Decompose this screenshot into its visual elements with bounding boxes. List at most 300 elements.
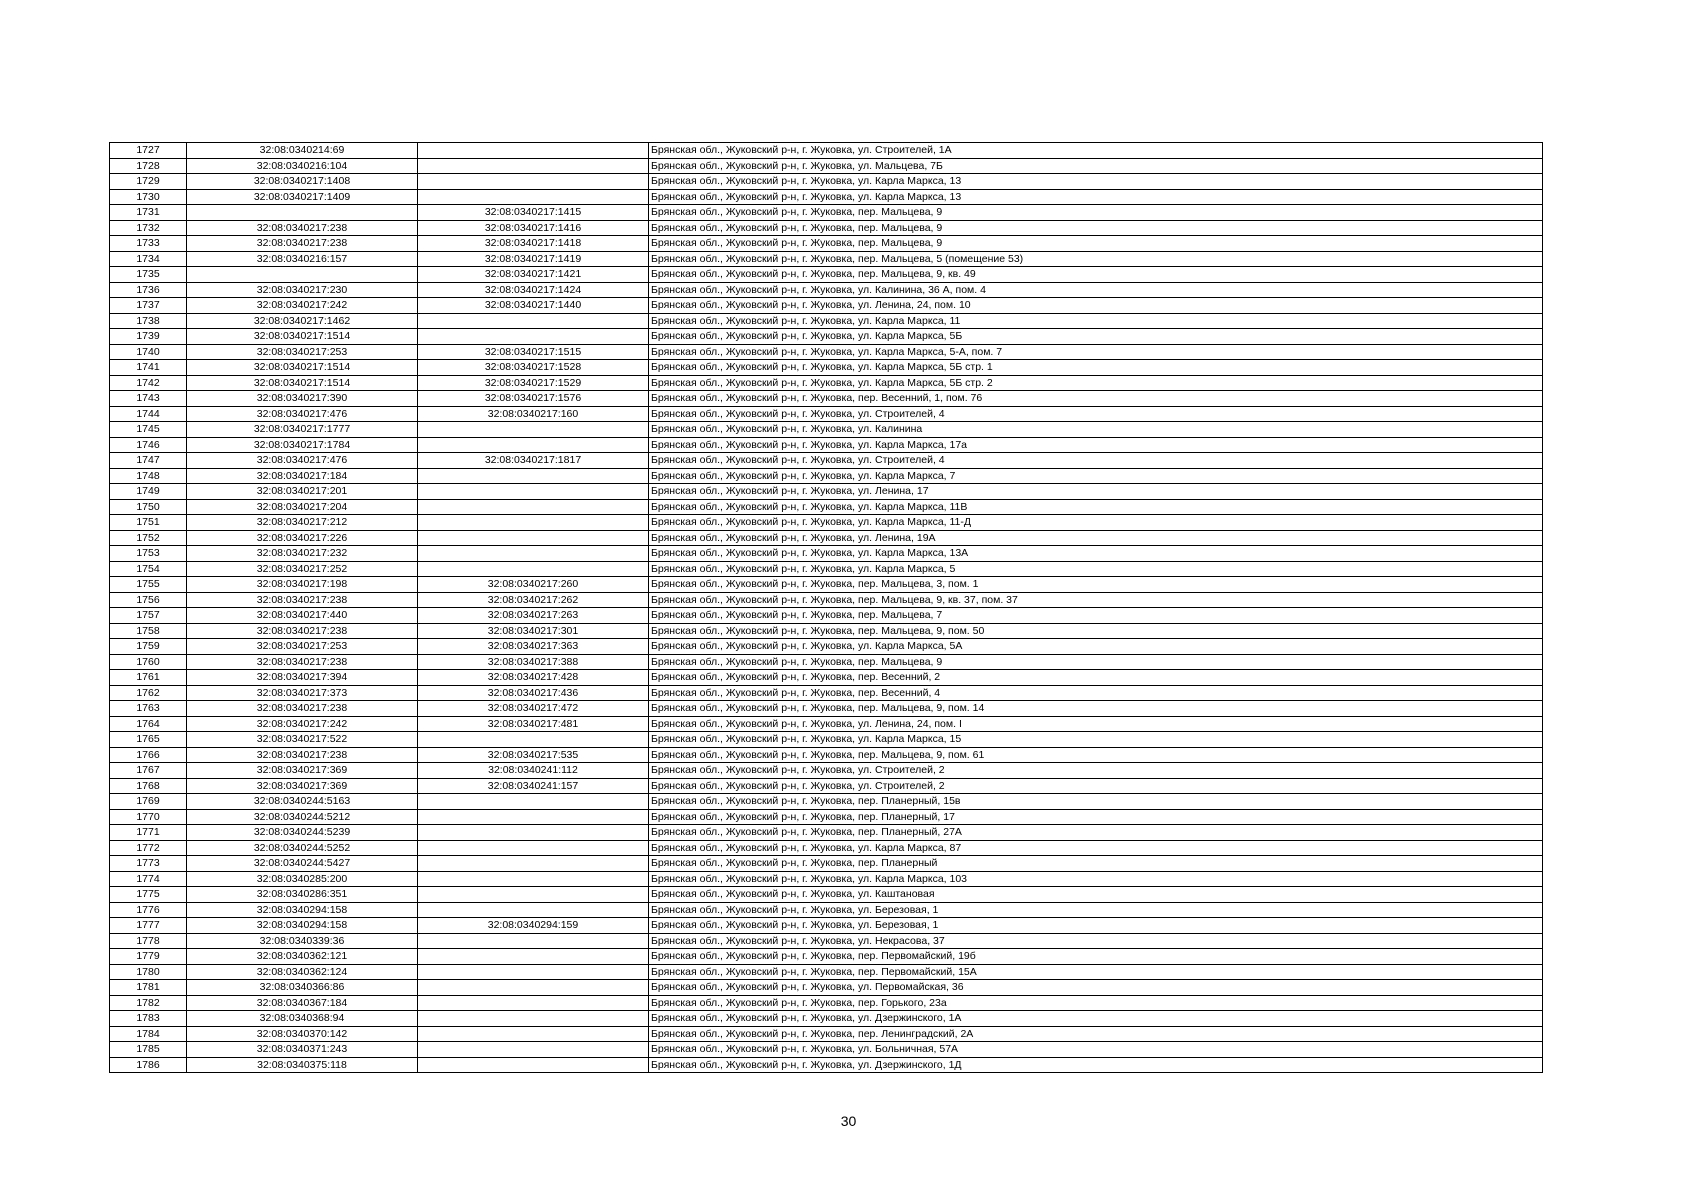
row-number-cell: 1727 [110,143,187,159]
cadastral-number-cell: 32:08:0340244:5252 [187,840,418,856]
row-number-cell: 1739 [110,329,187,345]
address-cell: Брянская обл., Жуковский р-н, г. Жуковка, пер. Мальцева, 5 (помещение 53) [649,251,1543,267]
related-cadastral-number-cell [418,825,649,841]
cadastral-number-cell: 32:08:0340368:94 [187,1011,418,1027]
address-cell: Брянская обл., Жуковский р-н, г. Жуковка, пер. Планерный, 15в [649,794,1543,810]
row-number-cell: 1771 [110,825,187,841]
address-cell: Брянская обл., Жуковский р-н, г. Жуковка, пер. Первомайский, 15А [649,964,1543,980]
address-cell: Брянская обл., Жуковский р-н, г. Жуковка, пер. Мальцева, 9, пом. 50 [649,623,1543,639]
cadastral-number-cell: 32:08:0340217:238 [187,592,418,608]
related-cadastral-number-cell [418,995,649,1011]
row-number-cell: 1765 [110,732,187,748]
address-cell: Брянская обл., Жуковский р-н, г. Жуковка, пер. Планерный, 17 [649,809,1543,825]
cadastral-number-cell: 32:08:0340217:212 [187,515,418,531]
address-cell: Брянская обл., Жуковский р-н, г. Жуковка, ул. Карла Маркса, 103 [649,871,1543,887]
cadastral-number-cell: 32:08:0340244:5239 [187,825,418,841]
table-row [110,716,1543,732]
row-number-cell: 1752 [110,530,187,546]
cadastral-number-cell: 32:08:0340217:440 [187,608,418,624]
table-row [110,995,1543,1011]
row-number-cell: 1782 [110,995,187,1011]
address-cell: Брянская обл., Жуковский р-н, г. Жуковка, ул. Ленина, 17 [649,484,1543,500]
table-row [110,949,1543,965]
row-number-cell: 1783 [110,1011,187,1027]
row-number-cell: 1759 [110,639,187,655]
related-cadastral-number-cell [418,158,649,174]
row-number-cell: 1758 [110,623,187,639]
table-row [110,267,1543,283]
cadastral-number-cell: 32:08:0340244:5212 [187,809,418,825]
cadastral-number-cell: 32:08:0340217:1409 [187,189,418,205]
table-row [110,654,1543,670]
address-cell: Брянская обл., Жуковский р-н, г. Жуковка, пер. Мальцева, 9 [649,205,1543,221]
address-cell: Брянская обл., Жуковский р-н, г. Жуковка, ул. Березовая, 1 [649,918,1543,934]
row-number-cell: 1774 [110,871,187,887]
row-number-cell: 1732 [110,220,187,236]
related-cadastral-number-cell [418,809,649,825]
row-number-cell: 1746 [110,437,187,453]
table-row [110,809,1543,825]
address-cell: Брянская обл., Жуковский р-н, г. Жуковка, ул. Карла Маркса, 5Б стр. 1 [649,360,1543,376]
address-cell: Брянская обл., Жуковский р-н, г. Жуковка, ул. Березовая, 1 [649,902,1543,918]
address-cell: Брянская обл., Жуковский р-н, г. Жуковка, пер. Планерный, 27А [649,825,1543,841]
address-cell: Брянская обл., Жуковский р-н, г. Жуковка, ул. Карла Маркса, 5А [649,639,1543,655]
cadastral-number-cell: 32:08:0340216:157 [187,251,418,267]
row-number-cell: 1773 [110,856,187,872]
cadastral-number-cell: 32:08:0340244:5163 [187,794,418,810]
row-number-cell: 1767 [110,763,187,779]
address-cell: Брянская обл., Жуковский р-н, г. Жуковка, ул. Строителей, 4 [649,453,1543,469]
row-number-cell: 1762 [110,685,187,701]
cadastral-number-cell: 32:08:0340244:5427 [187,856,418,872]
related-cadastral-number-cell: 32:08:0340217:1421 [418,267,649,283]
cadastral-number-cell: 32:08:0340217:394 [187,670,418,686]
related-cadastral-number-cell [418,794,649,810]
page-number: 30 [840,1113,857,1129]
related-cadastral-number-cell [418,143,649,159]
table-row [110,918,1543,934]
related-cadastral-number-cell: 32:08:0340294:159 [418,918,649,934]
row-number-cell: 1757 [110,608,187,624]
related-cadastral-number-cell [418,949,649,965]
address-cell: Брянская обл., Жуковский р-н, г. Жуковка, пер. Ленинградский, 2А [649,1026,1543,1042]
row-number-cell: 1742 [110,375,187,391]
row-number-cell: 1761 [110,670,187,686]
table-row [110,530,1543,546]
address-cell: Брянская обл., Жуковский р-н, г. Жуковка, ул. Дзержинского, 1А [649,1011,1543,1027]
cadastral-number-cell: 32:08:0340217:232 [187,546,418,562]
cadastral-number-cell: 32:08:0340217:238 [187,654,418,670]
address-cell: Брянская обл., Жуковский р-н, г. Жуковка, ул. Карла Маркса, 5-А, пом. 7 [649,344,1543,360]
row-number-cell: 1744 [110,406,187,422]
address-cell: Брянская обл., Жуковский р-н, г. Жуковка, ул. Карла Маркса, 15 [649,732,1543,748]
cadastral-number-cell: 32:08:0340217:238 [187,220,418,236]
row-number-cell: 1768 [110,778,187,794]
cadastral-number-cell: 32:08:0340217:238 [187,623,418,639]
table-row [110,437,1543,453]
cadastral-number-cell: 32:08:0340217:476 [187,453,418,469]
table-row [110,933,1543,949]
row-number-cell: 1733 [110,236,187,252]
table-row [110,747,1543,763]
row-number-cell: 1741 [110,360,187,376]
related-cadastral-number-cell: 32:08:0340217:363 [418,639,649,655]
cadastral-number-cell: 32:08:0340217:253 [187,639,418,655]
cadastral-number-cell: 32:08:0340366:86 [187,980,418,996]
table-row [110,577,1543,593]
address-cell: Брянская обл., Жуковский р-н, г. Жуковка, пер. Мальцева, 3, пом. 1 [649,577,1543,593]
related-cadastral-number-cell [418,561,649,577]
row-number-cell: 1781 [110,980,187,996]
address-cell: Брянская обл., Жуковский р-н, г. Жуковка, пер. Весенний, 2 [649,670,1543,686]
table-row [110,778,1543,794]
related-cadastral-number-cell [418,530,649,546]
row-number-cell: 1729 [110,174,187,190]
cadastral-number-cell: 32:08:0340362:124 [187,964,418,980]
table-row [110,732,1543,748]
row-number-cell: 1737 [110,298,187,314]
related-cadastral-number-cell: 32:08:0340217:263 [418,608,649,624]
table-row [110,174,1543,190]
address-cell: Брянская обл., Жуковский р-н, г. Жуковка, ул. Калинина, 36 А, пом. 4 [649,282,1543,298]
related-cadastral-number-cell: 32:08:0340217:1529 [418,375,649,391]
related-cadastral-number-cell [418,1026,649,1042]
table-row [110,158,1543,174]
related-cadastral-number-cell [418,313,649,329]
related-cadastral-number-cell: 32:08:0340217:1528 [418,360,649,376]
related-cadastral-number-cell [418,840,649,856]
cadastral-number-cell: 32:08:0340217:522 [187,732,418,748]
cadastral-number-cell: 32:08:0340371:243 [187,1042,418,1058]
cadastral-number-cell: 32:08:0340285:200 [187,871,418,887]
table-row [110,220,1543,236]
row-number-cell: 1785 [110,1042,187,1058]
address-cell: Брянская обл., Жуковский р-н, г. Жуковка, пер. Планерный [649,856,1543,872]
related-cadastral-number-cell: 32:08:0340217:260 [418,577,649,593]
row-number-cell: 1740 [110,344,187,360]
table-row [110,856,1543,872]
cadastral-number-cell: 32:08:0340217:390 [187,391,418,407]
address-cell: Брянская обл., Жуковский р-н, г. Жуковка, ул. Карла Маркса, 5Б стр. 2 [649,375,1543,391]
table-row [110,282,1543,298]
cadastral-number-cell: 32:08:0340217:1514 [187,360,418,376]
row-number-cell: 1749 [110,484,187,500]
related-cadastral-number-cell [418,174,649,190]
cadastral-number-cell: 32:08:0340217:226 [187,530,418,546]
row-number-cell: 1745 [110,422,187,438]
cadastral-number-cell: 32:08:0340294:158 [187,918,418,934]
related-cadastral-number-cell [418,871,649,887]
table-row [110,980,1543,996]
table-row [110,360,1543,376]
table-row [110,902,1543,918]
related-cadastral-number-cell [418,499,649,515]
cadastral-number-cell: 32:08:0340370:142 [187,1026,418,1042]
address-cell: Брянская обл., Жуковский р-н, г. Жуковка, пер. Весенний, 1, пом. 76 [649,391,1543,407]
cadastral-number-cell: 32:08:0340217:1514 [187,375,418,391]
table-row [110,143,1543,159]
address-cell: Брянская обл., Жуковский р-н, г. Жуковка, ул. Ленина, 24, пом. 10 [649,298,1543,314]
related-cadastral-number-cell [418,189,649,205]
address-cell: Брянская обл., Жуковский р-н, г. Жуковка, ул. Первомайская, 36 [649,980,1543,996]
address-cell: Брянская обл., Жуковский р-н, г. Жуковка, ул. Карла Маркса, 17а [649,437,1543,453]
table-row [110,499,1543,515]
cadastral-number-cell: 32:08:0340217:201 [187,484,418,500]
cadastral-number-cell: 32:08:0340214:69 [187,143,418,159]
related-cadastral-number-cell: 32:08:0340217:481 [418,716,649,732]
table-row [110,608,1543,624]
related-cadastral-number-cell [418,1042,649,1058]
table-row [110,329,1543,345]
table-row [110,468,1543,484]
table-row [110,484,1543,500]
table-row [110,422,1543,438]
table-row [110,205,1543,221]
related-cadastral-number-cell [418,964,649,980]
table-row [110,840,1543,856]
address-cell: Брянская обл., Жуковский р-н, г. Жуковка, ул. Карла Маркса, 5 [649,561,1543,577]
address-cell: Брянская обл., Жуковский р-н, г. Жуковка, ул. Ленина, 19А [649,530,1543,546]
related-cadastral-number-cell [418,732,649,748]
table-row [110,236,1543,252]
address-cell: Брянская обл., Жуковский р-н, г. Жуковка, ул. Карла Маркса, 5Б [649,329,1543,345]
cadastral-number-cell: 32:08:0340217:1462 [187,313,418,329]
table-row [110,561,1543,577]
related-cadastral-number-cell [418,422,649,438]
cadastral-number-cell: 32:08:0340217:184 [187,468,418,484]
row-number-cell: 1772 [110,840,187,856]
row-number-cell: 1775 [110,887,187,903]
table-row [110,546,1543,562]
cadastral-number-cell: 32:08:0340217:242 [187,716,418,732]
related-cadastral-number-cell: 32:08:0340217:1424 [418,282,649,298]
related-cadastral-number-cell: 32:08:0340217:1416 [418,220,649,236]
related-cadastral-number-cell [418,437,649,453]
row-number-cell: 1754 [110,561,187,577]
cadastral-number-cell: 32:08:0340217:242 [187,298,418,314]
address-cell: Брянская обл., Жуковский р-н, г. Жуковка, ул. Карла Маркса, 7 [649,468,1543,484]
cadastral-number-cell: 32:08:0340339:36 [187,933,418,949]
address-cell: Брянская обл., Жуковский р-н, г. Жуковка, ул. Карла Маркса, 11 [649,313,1543,329]
row-number-cell: 1786 [110,1057,187,1073]
row-number-cell: 1753 [110,546,187,562]
row-number-cell: 1743 [110,391,187,407]
related-cadastral-number-cell: 32:08:0340217:535 [418,747,649,763]
cadastral-number-cell: 32:08:0340217:369 [187,763,418,779]
table-row [110,391,1543,407]
related-cadastral-number-cell [418,329,649,345]
cadastral-number-cell: 32:08:0340217:1777 [187,422,418,438]
address-cell: Брянская обл., Жуковский р-н, г. Жуковка, пер. Мальцева, 9, кв. 49 [649,267,1543,283]
related-cadastral-number-cell: 32:08:0340217:1415 [418,205,649,221]
address-cell: Брянская обл., Жуковский р-н, г. Жуковка, ул. Мальцева, 7Б [649,158,1543,174]
row-number-cell: 1734 [110,251,187,267]
table-row [110,453,1543,469]
cadastral-number-cell: 32:08:0340286:351 [187,887,418,903]
registry-table [109,142,1543,1073]
row-number-cell: 1776 [110,902,187,918]
cadastral-number-cell: 32:08:0340362:121 [187,949,418,965]
table-row [110,313,1543,329]
related-cadastral-number-cell: 32:08:0340217:1419 [418,251,649,267]
table-row [110,639,1543,655]
table-row [110,887,1543,903]
address-cell: Брянская обл., Жуковский р-н, г. Жуковка, ул. Карла Маркса, 13 [649,189,1543,205]
related-cadastral-number-cell: 32:08:0340217:472 [418,701,649,717]
address-cell: Брянская обл., Жуковский р-н, г. Жуковка, пер. Мальцева, 7 [649,608,1543,624]
cadastral-number-cell: 32:08:0340217:230 [187,282,418,298]
cadastral-number-cell: 32:08:0340217:1784 [187,437,418,453]
address-cell: Брянская обл., Жуковский р-н, г. Жуковка, ул. Некрасова, 37 [649,933,1543,949]
related-cadastral-number-cell [418,484,649,500]
table-row [110,406,1543,422]
table-row [110,515,1543,531]
related-cadastral-number-cell [418,1011,649,1027]
address-cell: Брянская обл., Жуковский р-н, г. Жуковка, пер. Первомайский, 19б [649,949,1543,965]
related-cadastral-number-cell: 32:08:0340241:112 [418,763,649,779]
row-number-cell: 1779 [110,949,187,965]
related-cadastral-number-cell [418,902,649,918]
table-row [110,871,1543,887]
cadastral-number-cell [187,267,418,283]
related-cadastral-number-cell [418,515,649,531]
table-row [110,825,1543,841]
address-cell: Брянская обл., Жуковский р-н, г. Жуковка, ул. Строителей, 2 [649,763,1543,779]
row-number-cell: 1770 [110,809,187,825]
table-row [110,763,1543,779]
cadastral-number-cell: 32:08:0340216:104 [187,158,418,174]
row-number-cell: 1755 [110,577,187,593]
related-cadastral-number-cell [418,546,649,562]
related-cadastral-number-cell: 32:08:0340217:1515 [418,344,649,360]
related-cadastral-number-cell: 32:08:0340217:1418 [418,236,649,252]
row-number-cell: 1750 [110,499,187,515]
cadastral-number-cell: 32:08:0340217:476 [187,406,418,422]
table-row [110,670,1543,686]
cadastral-number-cell: 32:08:0340217:238 [187,701,418,717]
related-cadastral-number-cell: 32:08:0340217:1440 [418,298,649,314]
address-cell: Брянская обл., Жуковский р-н, г. Жуковка, пер. Мальцева, 9, пом. 14 [649,701,1543,717]
address-cell: Брянская обл., Жуковский р-н, г. Жуковка, пер. Мальцева, 9 [649,654,1543,670]
table-row [110,1057,1543,1073]
related-cadastral-number-cell [418,1057,649,1073]
address-cell: Брянская обл., Жуковский р-н, г. Жуковка, ул. Строителей, 2 [649,778,1543,794]
table-row [110,298,1543,314]
related-cadastral-number-cell: 32:08:0340217:436 [418,685,649,701]
table-row [110,1042,1543,1058]
row-number-cell: 1730 [110,189,187,205]
related-cadastral-number-cell [418,887,649,903]
table-row [110,794,1543,810]
address-cell: Брянская обл., Жуковский р-н, г. Жуковка, ул. Ленина, 24, пом. I [649,716,1543,732]
cadastral-number-cell: 32:08:0340367:184 [187,995,418,1011]
row-number-cell: 1766 [110,747,187,763]
address-cell: Брянская обл., Жуковский р-н, г. Жуковка, ул. Строителей, 4 [649,406,1543,422]
address-cell: Брянская обл., Жуковский р-н, г. Жуковка, пер. Мальцева, 9, пом. 61 [649,747,1543,763]
related-cadastral-number-cell: 32:08:0340217:1817 [418,453,649,469]
table-row [110,251,1543,267]
address-cell: Брянская обл., Жуковский р-н, г. Жуковка, ул. Больничная, 57А [649,1042,1543,1058]
related-cadastral-number-cell: 32:08:0340217:388 [418,654,649,670]
address-cell: Брянская обл., Жуковский р-н, г. Жуковка, пер. Мальцева, 9 [649,220,1543,236]
row-number-cell: 1760 [110,654,187,670]
cadastral-number-cell: 32:08:0340217:1514 [187,329,418,345]
table-row [110,592,1543,608]
cadastral-number-cell: 32:08:0340217:238 [187,747,418,763]
address-cell: Брянская обл., Жуковский р-н, г. Жуковка, ул. Карла Маркса, 13А [649,546,1543,562]
row-number-cell: 1756 [110,592,187,608]
address-cell: Брянская обл., Жуковский р-н, г. Жуковка, пер. Мальцева, 9, кв. 37, пом. 37 [649,592,1543,608]
row-number-cell: 1738 [110,313,187,329]
cadastral-number-cell: 32:08:0340217:253 [187,344,418,360]
cadastral-number-cell: 32:08:0340217:252 [187,561,418,577]
table-row [110,1026,1543,1042]
cadastral-number-cell: 32:08:0340217:373 [187,685,418,701]
table-row [110,375,1543,391]
row-number-cell: 1735 [110,267,187,283]
address-cell: Брянская обл., Жуковский р-н, г. Жуковка, ул. Дзержинского, 1Д [649,1057,1543,1073]
related-cadastral-number-cell: 32:08:0340241:157 [418,778,649,794]
row-number-cell: 1763 [110,701,187,717]
related-cadastral-number-cell [418,933,649,949]
row-number-cell: 1728 [110,158,187,174]
address-cell: Брянская обл., Жуковский р-н, г. Жуковка, ул. Карла Маркса, 11-Д [649,515,1543,531]
row-number-cell: 1736 [110,282,187,298]
address-cell: Брянская обл., Жуковский р-н, г. Жуковка, пер. Горького, 23а [649,995,1543,1011]
cadastral-number-cell: 32:08:0340294:158 [187,902,418,918]
cadastral-number-cell [187,205,418,221]
related-cadastral-number-cell: 32:08:0340217:160 [418,406,649,422]
table-row [110,964,1543,980]
address-cell: Брянская обл., Жуковский р-н, г. Жуковка, ул. Карла Маркса, 13 [649,174,1543,190]
address-cell: Брянская обл., Жуковский р-н, г. Жуковка, пер. Мальцева, 9 [649,236,1543,252]
table-row [110,685,1543,701]
related-cadastral-number-cell [418,856,649,872]
row-number-cell: 1751 [110,515,187,531]
row-number-cell: 1778 [110,933,187,949]
table-row [110,1011,1543,1027]
row-number-cell: 1780 [110,964,187,980]
address-cell: Брянская обл., Жуковский р-н, г. Жуковка, ул. Карла Маркса, 11В [649,499,1543,515]
related-cadastral-number-cell: 32:08:0340217:262 [418,592,649,608]
address-cell: Брянская обл., Жуковский р-н, г. Жуковка, ул. Карла Маркса, 87 [649,840,1543,856]
cadastral-number-cell: 32:08:0340217:198 [187,577,418,593]
related-cadastral-number-cell: 32:08:0340217:301 [418,623,649,639]
address-cell: Брянская обл., Жуковский р-н, г. Жуковка, ул. Строителей, 1А [649,143,1543,159]
related-cadastral-number-cell: 32:08:0340217:1576 [418,391,649,407]
row-number-cell: 1784 [110,1026,187,1042]
row-number-cell: 1769 [110,794,187,810]
cadastral-number-cell: 32:08:0340375:118 [187,1057,418,1073]
address-cell: Брянская обл., Жуковский р-н, г. Жуковка, пер. Весенний, 4 [649,685,1543,701]
related-cadastral-number-cell [418,468,649,484]
address-cell: Брянская обл., Жуковский р-н, г. Жуковка, ул. Каштановая [649,887,1543,903]
address-cell: Брянская обл., Жуковский р-н, г. Жуковка, ул. Калинина [649,422,1543,438]
related-cadastral-number-cell: 32:08:0340217:428 [418,670,649,686]
row-number-cell: 1777 [110,918,187,934]
row-number-cell: 1747 [110,453,187,469]
cadastral-number-cell: 32:08:0340217:369 [187,778,418,794]
row-number-cell: 1731 [110,205,187,221]
row-number-cell: 1764 [110,716,187,732]
table-row [110,701,1543,717]
related-cadastral-number-cell [418,980,649,996]
registry-table-body [110,143,1543,1073]
table-row [110,623,1543,639]
cadastral-number-cell: 32:08:0340217:204 [187,499,418,515]
cadastral-number-cell: 32:08:0340217:1408 [187,174,418,190]
row-number-cell: 1748 [110,468,187,484]
